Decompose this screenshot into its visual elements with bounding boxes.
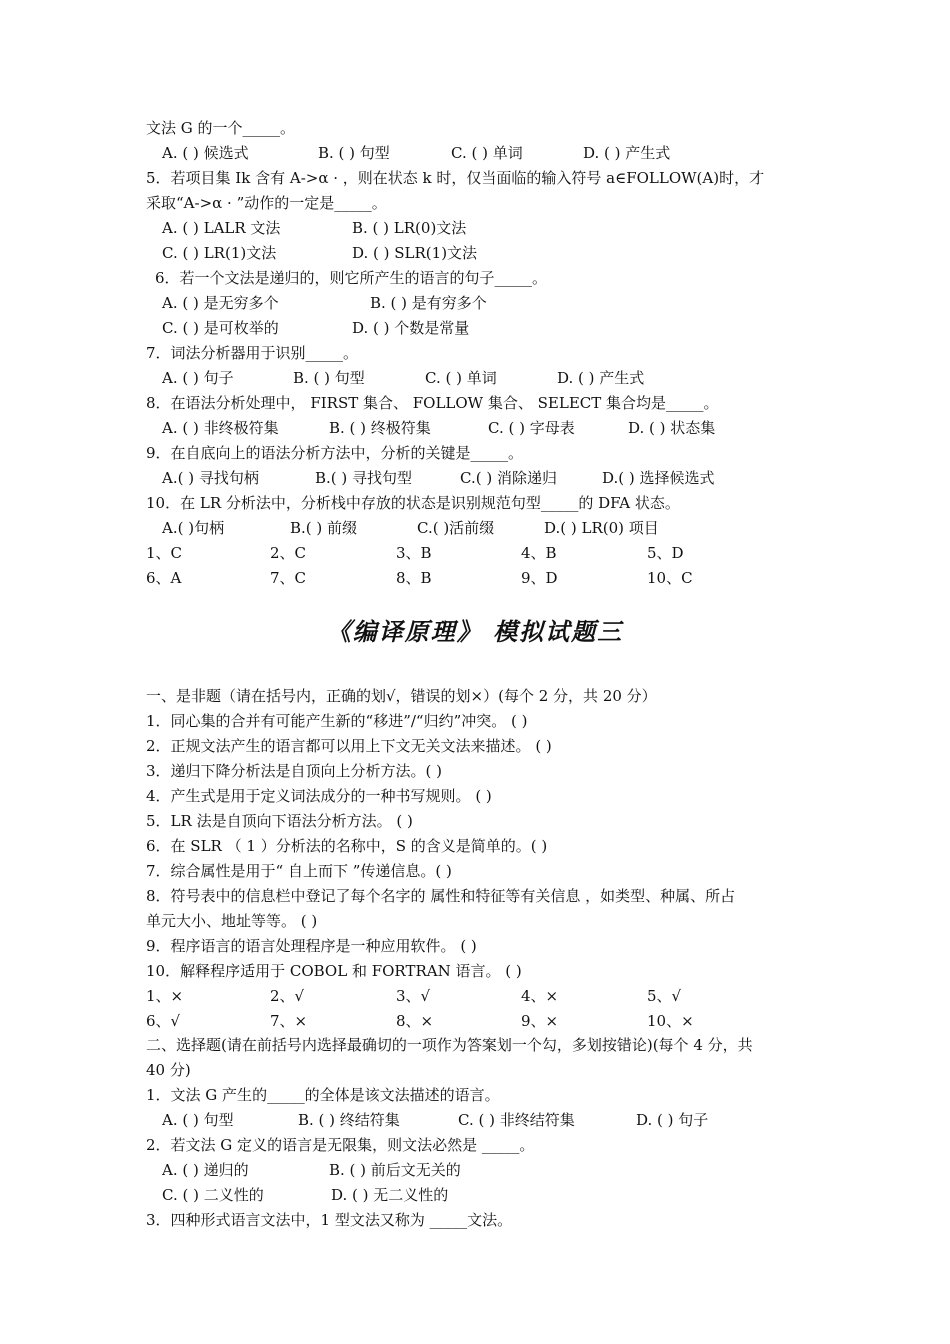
option-d: D.( ) LR(0) 项目 (544, 519, 659, 537)
option-b: B. ( ) 是有穷多个 (370, 294, 487, 312)
tf-question-4: 4．产生式是用于定义词法成分的一种书写规则。 ( ) (146, 787, 492, 805)
option-b: B. ( ) 终极符集 (329, 419, 431, 437)
question-9: 9．在自底向上的语法分析方法中，分析的关键是_____。 (146, 444, 524, 462)
option-d: D. ( ) 产生式 (583, 144, 671, 162)
option-d: D. ( ) 无二义性的 (331, 1186, 449, 1204)
text-line: 文法 G 的一个_____。 (146, 119, 296, 137)
answer: 6、√ (146, 1012, 181, 1030)
option-a: A.( )句柄 (162, 519, 225, 537)
option-b: B. ( ) 句型 (293, 369, 365, 387)
option-d: D.( ) 选择候选式 (602, 469, 715, 487)
option-a: A. ( ) 句型 (162, 1111, 234, 1129)
option-a: A. ( ) 非终极符集 (162, 419, 279, 437)
answer: 3、B (396, 544, 432, 562)
answer: 3、√ (396, 987, 431, 1005)
option-c: C.( )活前缀 (417, 519, 495, 537)
tf-question-10: 10．解释程序适用于 COBOL 和 FORTRAN 语言。 ( ) (146, 962, 522, 980)
option-c: C. ( ) 单词 (451, 144, 523, 162)
answer: 4、× (521, 987, 559, 1005)
option-c: C.( ) 消除递归 (460, 469, 557, 487)
mc-question-1: 1．文法 G 产生的_____的全体是该文法描述的语言。 (146, 1086, 500, 1104)
option-b: B.( ) 前缀 (290, 519, 358, 537)
page-title: 《编译原理》 模拟试题三 (326, 617, 624, 646)
mc-question-2: 2．若文法 G 定义的语言是无限集，则文法必然是 _____。 (146, 1136, 535, 1154)
option-d: D. ( ) 句子 (636, 1111, 709, 1129)
section-heading-line1: 二、选择题(请在前括号内选择最确切的一项作为答案划一个勾，多划按错论)(每个 4 分，共 (146, 1036, 753, 1054)
option-d: D. ( ) 个数是常量 (352, 319, 470, 337)
tf-question-7: 7．综合属性是用于“ 自上而下 ”传递信息。( ) (146, 862, 452, 880)
question-7: 7．词法分析器用于识别_____。 (146, 344, 359, 362)
answer: 7、× (270, 1012, 308, 1030)
answer: 2、C (270, 544, 307, 562)
answer: 5、D (647, 544, 684, 562)
mc-question-3: 3．四种形式语言文法中，1 型文法又称为 _____文法。 (146, 1211, 513, 1229)
answer: 4、B (521, 544, 557, 562)
tf-question-6: 6．在 SLR （ 1 ）分析法的名称中，S 的含义是简单的。( ) (146, 837, 548, 855)
tf-question-8-line2: 单元大小、地址等等。 ( ) (146, 912, 318, 930)
option-a: A. ( ) 句子 (162, 369, 234, 387)
section-heading: 一、是非题（请在括号内，正确的划√，错误的划×）(每个 2 分，共 20 分） (146, 687, 657, 705)
option-b: B.( ) 寻找句型 (315, 469, 413, 487)
question-8: 8．在语法分析处理中， FIRST 集合、 FOLLOW 集合、 SELECT 集合均是_____。 (146, 394, 719, 412)
answer: 9、× (521, 1012, 559, 1030)
answer: 2、√ (270, 987, 305, 1005)
option-d: D. ( ) SLR(1)文法 (352, 244, 478, 262)
option-b: B. ( ) 句型 (318, 144, 390, 162)
option-a: A. ( ) 递归的 (162, 1161, 249, 1179)
tf-question-2: 2．正规文法产生的语言都可以用上下文无关文法来描述。 ( ) (146, 737, 552, 755)
answer: 7、C (270, 569, 307, 587)
option-c: C. ( ) LR(1)文法 (162, 244, 277, 262)
question-6: 6．若一个文法是递归的，则它所产生的语言的句子_____。 (155, 269, 548, 287)
tf-question-3: 3．递归下降分析法是自顶向上分析方法。( ) (146, 762, 443, 780)
answer: 10、C (647, 569, 693, 587)
tf-question-9: 9．程序语言的语言处理程序是一种应用软件。 ( ) (146, 937, 477, 955)
option-b: B. ( ) 前后文无关的 (329, 1161, 461, 1179)
option-a: A. ( ) 候选式 (162, 144, 249, 162)
option-a: A. ( ) 是无穷多个 (162, 294, 279, 312)
answer: 1、× (146, 987, 184, 1005)
answer: 10、× (647, 1012, 694, 1030)
answer: 8、× (396, 1012, 434, 1030)
option-c: C. ( ) 二义性的 (162, 1186, 264, 1204)
option-b: B. ( ) 终结符集 (298, 1111, 400, 1129)
answer: 9、D (521, 569, 558, 587)
option-d: D. ( ) 产生式 (557, 369, 645, 387)
option-a: A.( ) 寻找句柄 (162, 469, 259, 487)
section-heading-line2: 40 分) (146, 1061, 191, 1079)
tf-question-8-line1: 8．符号表中的信息栏中登记了每个名字的 属性和特征等有关信息 ，如类型、种属、所占 (146, 887, 736, 905)
answer: 6、A (146, 569, 182, 587)
question-5-line2: 采取“A->α · ”动作的一定是_____。 (146, 194, 387, 212)
option-c: C. ( ) 字母表 (488, 419, 575, 437)
option-c: C. ( ) 单词 (425, 369, 497, 387)
tf-question-1: 1．同心集的合并有可能产生新的“移进”/“归约”冲突。 ( ) (146, 712, 528, 730)
option-b: B. ( ) LR(0)文法 (352, 219, 467, 237)
option-c: C. ( ) 是可枚举的 (162, 319, 279, 337)
option-c: C. ( ) 非终结符集 (458, 1111, 575, 1129)
question-5-line1: 5．若项目集 Ik 含有 A->α · ，则在状态 k 时，仅当面临的输入符号 a∈FOLLOW(A)时，才 (146, 169, 765, 187)
option-a: A. ( ) LALR 文法 (162, 219, 281, 237)
answer: 5、√ (647, 987, 682, 1005)
tf-question-5: 5．LR 法是自顶向下语法分析方法。 ( ) (146, 812, 413, 830)
question-10: 10．在 LR 分析法中，分析栈中存放的状态是识别规范句型_____的 DFA 状态。 (146, 494, 680, 512)
answer: 1、C (146, 544, 183, 562)
option-d: D. ( ) 状态集 (628, 419, 716, 437)
answer: 8、B (396, 569, 432, 587)
